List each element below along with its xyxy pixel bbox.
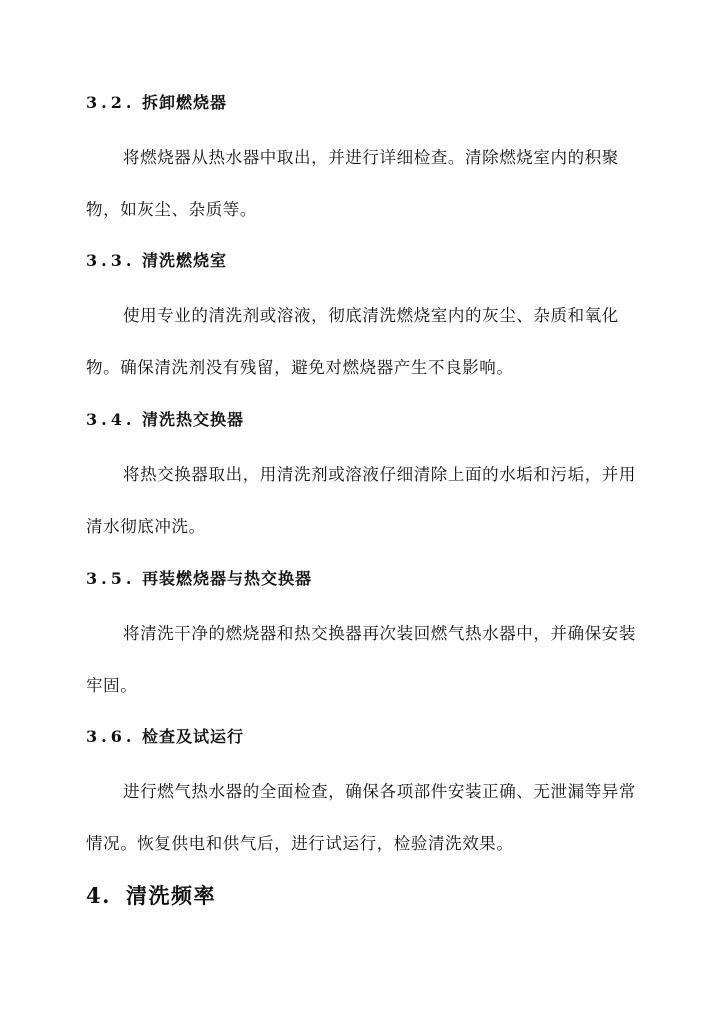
section-number: 3.3. xyxy=(86,251,136,270)
chapter-title: 清洗频率 xyxy=(126,883,216,908)
section-title: 清洗燃烧室 xyxy=(142,251,228,270)
section-body-3-2: 将燃烧器从热水器中取出，并进行详细检查。清除燃烧室内的积聚物，如灰尘、杂质等。 xyxy=(86,148,619,219)
section-body-3-4: 将热交换器取出，用清洗剂或溶液仔细清除上面的水垢和污垢，并用清水彻底冲洗。 xyxy=(86,465,636,536)
section-title: 清洗热交换器 xyxy=(142,410,245,429)
section-title: 拆卸燃烧器 xyxy=(142,93,228,112)
section-number: 3.6. xyxy=(86,727,136,746)
section-body-3-6: 进行燃气热水器的全面检查，确保各项部件安装正确、无泄漏等异常情况。恢复供电和供气后，进行试运行，检验清洗效果。 xyxy=(86,782,636,853)
chapter-number: 4. xyxy=(86,883,111,908)
section-body-3-5: 将清洗干净的燃烧器和热交换器再次装回燃气热水器中，并确保安装牢固。 xyxy=(86,624,636,695)
section-number: 3.4. xyxy=(86,410,136,429)
section-title: 检查及试运行 xyxy=(142,727,245,746)
section-title: 再装燃烧器与热交换器 xyxy=(142,569,313,588)
chapter-heading-4 xyxy=(86,880,216,910)
section-heading-3-5 xyxy=(86,566,312,589)
section-heading-3-2 xyxy=(86,90,227,113)
section-heading-3-4 xyxy=(86,407,244,430)
section-number: 3.2. xyxy=(86,93,136,112)
section-heading-3-3 xyxy=(86,248,227,271)
section-number: 3.5. xyxy=(86,569,136,588)
section-body-3-3: 使用专业的清洗剂或溶液，彻底清洗燃烧室内的灰尘、杂质和氧化物。确保清洗剂没有残留，避免对燃烧器产生不良影响。 xyxy=(86,306,619,377)
section-heading-3-6 xyxy=(86,724,244,747)
